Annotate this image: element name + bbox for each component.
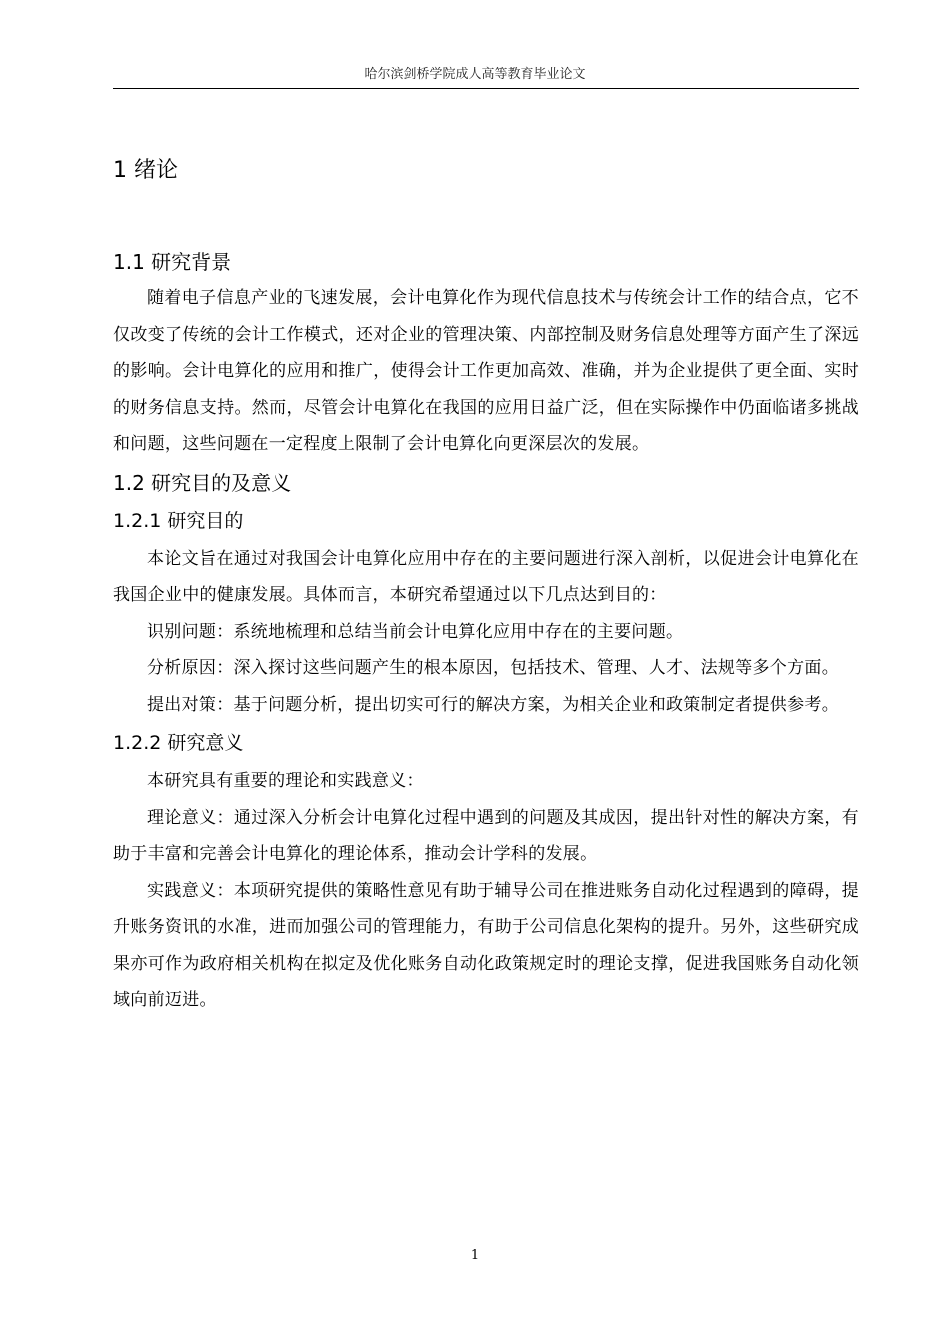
page-number: 1 (470, 1248, 480, 1263)
section-heading-1-2: 1.2 研究目的及意义 (113, 470, 292, 495)
chapter-heading: 1 绪论 (113, 158, 178, 183)
paragraph-background: 随着电子信息产业的飞速发展，会计电算化作为现代信息技术与传统会计工作的结合点，它不仅改变了传统的会计工作模式，还对企业的管理决策、内部控制及财务信息处理等方面产生了深远的影响。会计电算化的应用和推广，使得会计工作更加高效、准确，并为企业提供了更全面、实时的财务信息支持。然而，尽管会计电算化在我国的应用日益广泛，但在实际操作中仍面临诸多挑战和问题，这些问题在一定程度上限制了会计电算化向更深层次的发展。 (113, 288, 859, 454)
section-heading-1-2-1: 1.2.1 研究目的 (113, 509, 244, 532)
paragraph-purpose-propose: 提出对策：基于问题分析，提出切实可行的解决方案，为相关企业和政策制定者提供参考。 (147, 694, 839, 715)
running-header: 哈尔滨剑桥学院成人高等教育毕业论文 (364, 67, 586, 82)
paragraph-significance-theory: 理论意义：通过深入分析会计电算化过程中遇到的问题及其成因，提出针对性的解决方案，有助于丰富和完善会计电算化的理论体系，推动会计学科的发展。 (113, 807, 859, 864)
header-rule (113, 88, 859, 89)
paragraph-significance-intro: 本研究具有重要的理论和实践意义： (147, 771, 424, 791)
paragraph-purpose-analyze: 分析原因：深入探讨这些问题产生的根本原因，包括技术、管理、人才、法规等多个方面。 (147, 658, 839, 678)
section-heading-1-2-2: 1.2.2 研究意义 (113, 732, 244, 754)
section-heading-1-1: 1.1 研究背景 (113, 250, 232, 274)
paragraph-purpose-intro: 本论文旨在通过对我国会计电算化应用中存在的主要问题进行深入剖析，以促进会计电算化在我国企业中的健康发展。具体而言，本研究希望通过以下几点达到目的： (113, 548, 859, 605)
page-body (113, 156, 859, 1019)
paragraph-significance-practice: 实践意义：本项研究提供的策略性意见有助于辅导公司在推进账务自动化过程遇到的障碍，提升账务资讯的水准，进而加强公司的管理能力，有助于公司信息化架构的提升。另外，这些研究成果亦可作为政府相关机构在拟定及优化账务自动化政策规定时的理论支撑，促进我国账务自动化领域向前迈进。 (113, 880, 859, 1010)
paragraph-purpose-identify: 识别问题：系统地梳理和总结当前会计电算化应用中存在的主要问题。 (147, 621, 684, 642)
